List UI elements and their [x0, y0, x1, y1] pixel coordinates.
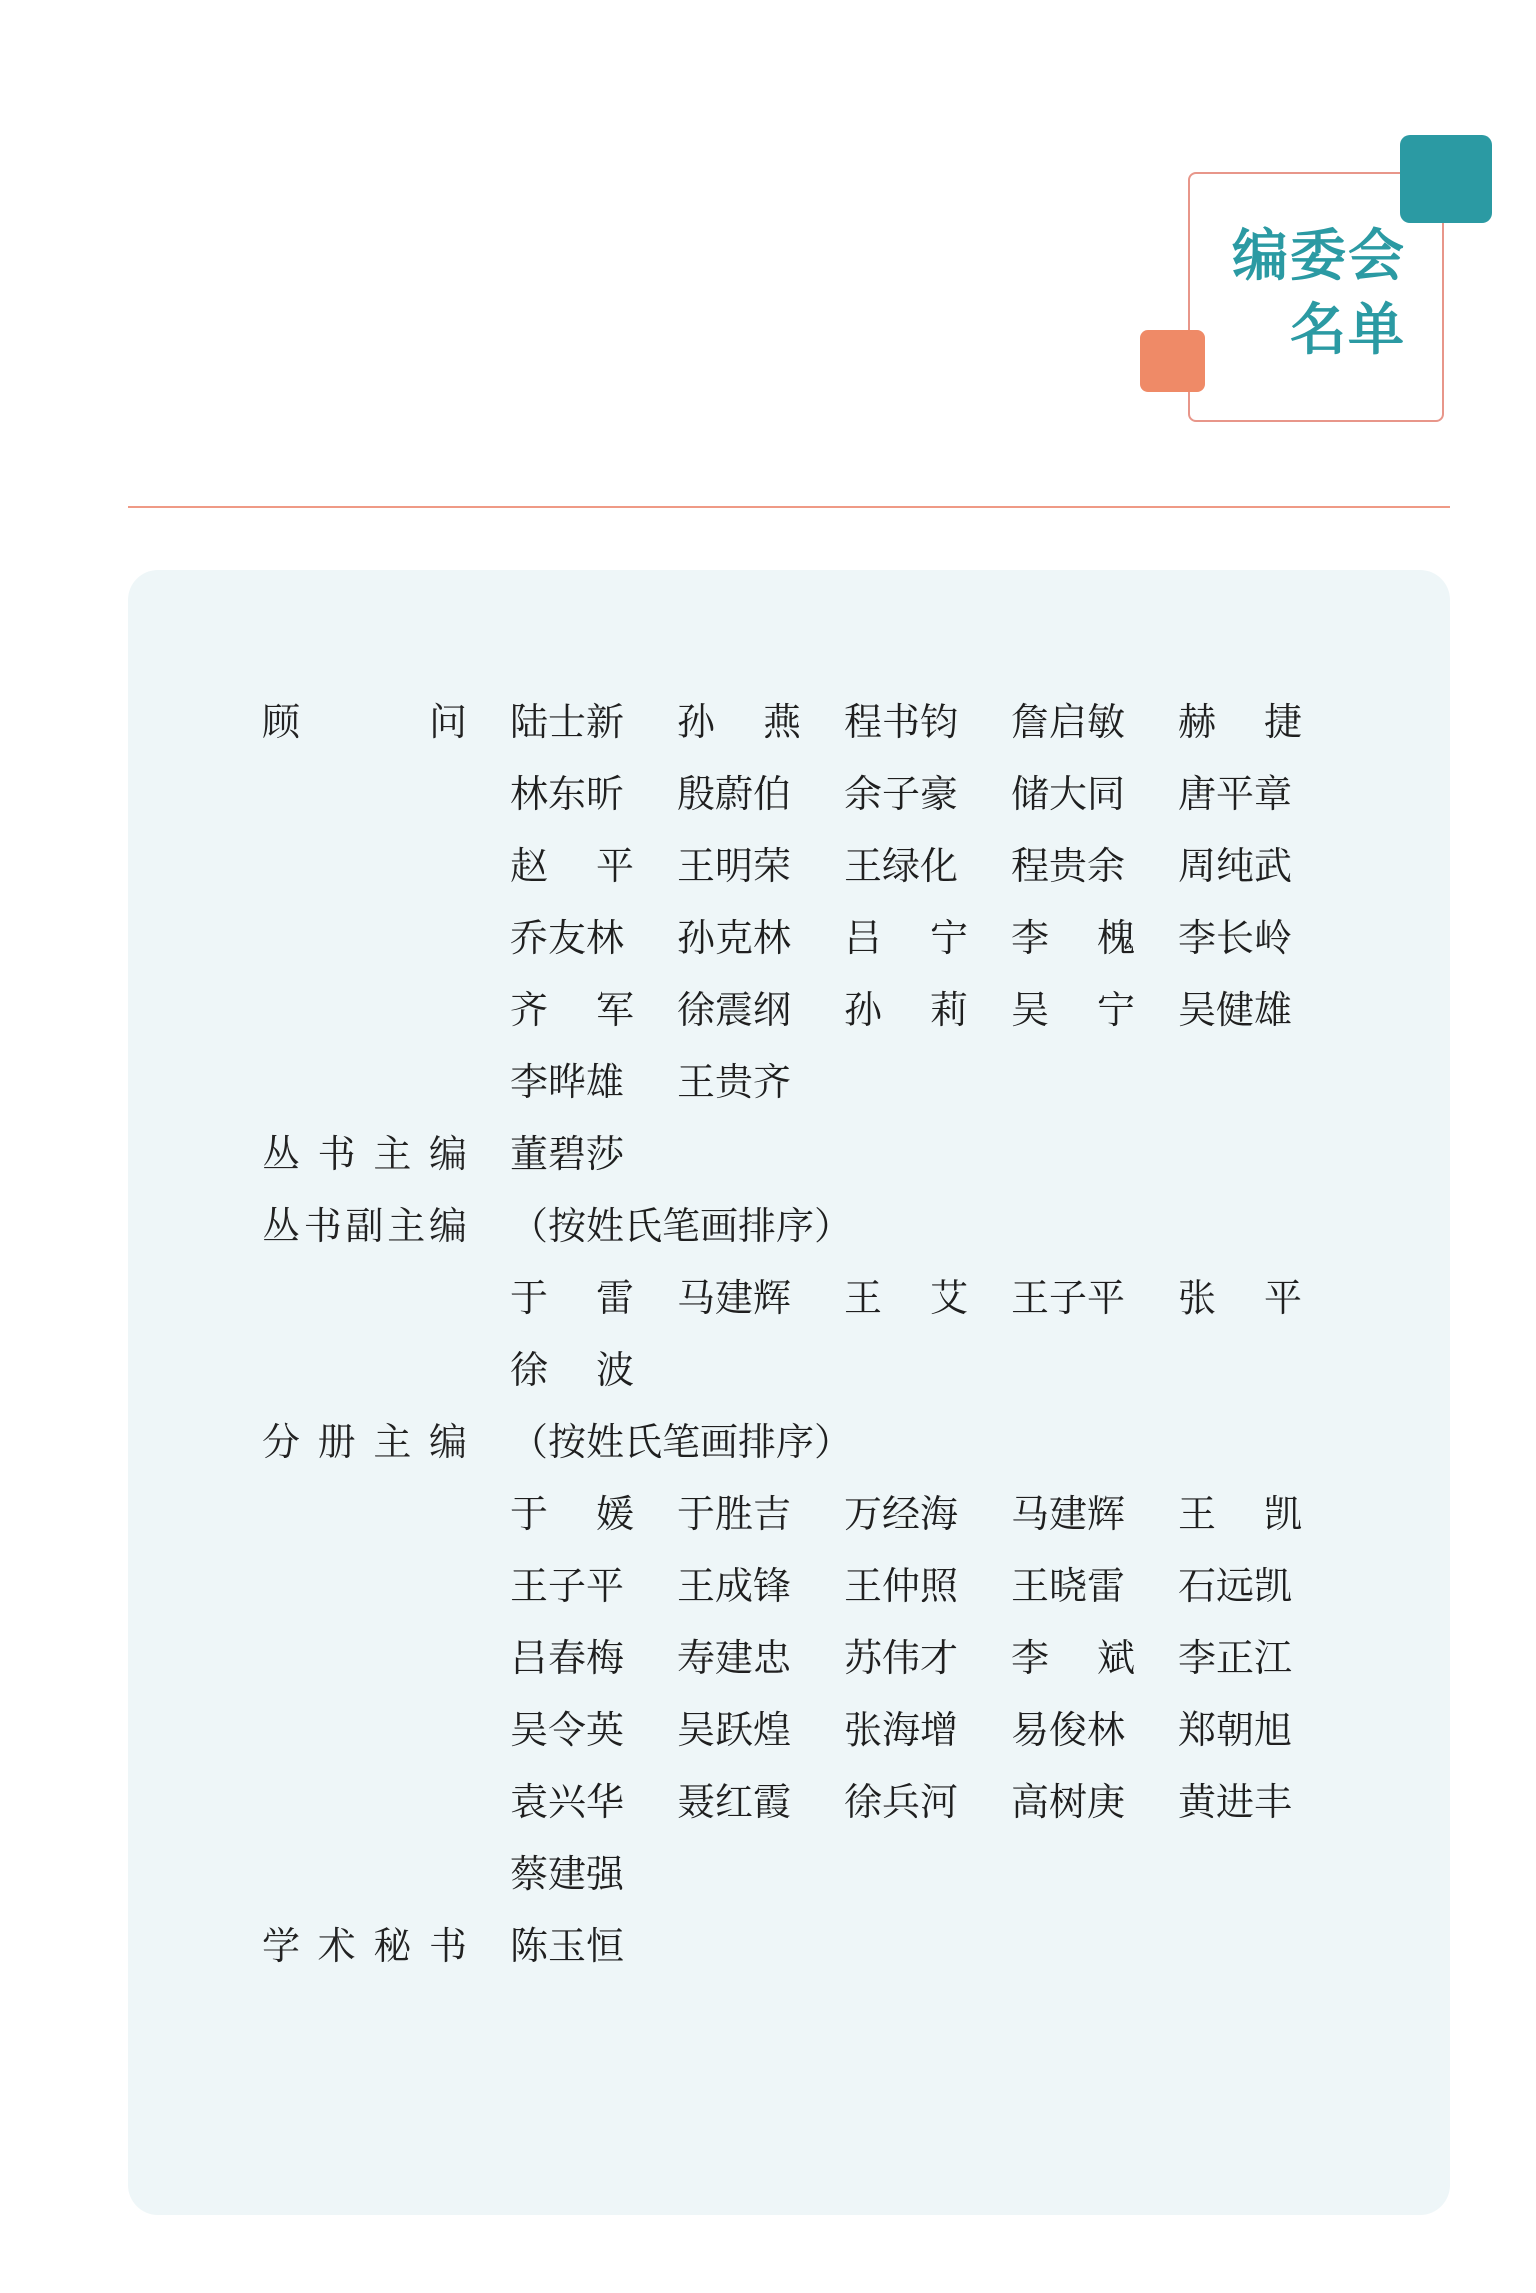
member-name-char: 雷 [595, 1275, 634, 1320]
role-label-char: 编 [428, 1203, 467, 1248]
roster-row [262, 1186, 1412, 1258]
member-name [677, 907, 844, 962]
member-name [677, 1483, 844, 1538]
member-name-text: 石远凯 [1178, 1563, 1293, 1608]
member-name [510, 1051, 677, 1106]
member-name [844, 1627, 1011, 1682]
member-name-char: 燕 [762, 699, 801, 744]
role-label-char: 丛 [262, 1203, 301, 1248]
member-name-text: 李长岭 [1178, 915, 1293, 960]
name-list [510, 1483, 1345, 1538]
member-name-text [1178, 1267, 1302, 1322]
member-name [510, 763, 677, 818]
member-name [1011, 1627, 1178, 1682]
roster-row [262, 1114, 1412, 1186]
name-list [510, 1771, 1345, 1826]
role-label [262, 1411, 467, 1466]
member-name-char: 平 [595, 843, 634, 888]
name-list [510, 1555, 1345, 1610]
member-name [510, 979, 677, 1034]
member-name-text: 王贵齐 [677, 1059, 792, 1104]
member-name [1011, 835, 1178, 890]
member-name [1011, 1699, 1178, 1754]
role-label [262, 1123, 467, 1178]
member-name-text: 王明荣 [677, 843, 792, 888]
roster-row [262, 1546, 1412, 1618]
member-name [510, 1843, 677, 1898]
member-name-text [844, 1267, 968, 1322]
member-name-char: 平 [1263, 1275, 1302, 1320]
member-name-char: 齐 [510, 987, 549, 1032]
role-label-char: 丛 [262, 1131, 301, 1176]
member-name [1011, 1555, 1178, 1610]
member-name-text: 陆士新 [510, 699, 625, 744]
name-list [510, 835, 1345, 890]
member-name [844, 1699, 1011, 1754]
roster-row [262, 970, 1412, 1042]
member-name-text: 苏伟才 [844, 1635, 959, 1680]
role-label-char: 学 [262, 1923, 301, 1968]
member-name [1178, 1699, 1345, 1754]
role-label-char: 书 [428, 1923, 467, 1968]
member-name [844, 835, 1011, 890]
member-name [510, 1915, 677, 1970]
role-label [262, 691, 467, 746]
member-name-text: 王成锋 [677, 1563, 792, 1608]
member-name [510, 1771, 677, 1826]
title-badge [1140, 130, 1460, 430]
role-label-char: 问 [428, 699, 467, 744]
member-name [1178, 1483, 1345, 1538]
member-name [510, 1339, 677, 1394]
member-name-text: 詹启敏 [1011, 699, 1126, 744]
member-name [677, 835, 844, 890]
member-name-char: 孙 [844, 987, 883, 1032]
member-name [677, 1051, 844, 1106]
member-name-text: 陈玉恒 [510, 1923, 625, 1968]
member-name [1178, 1267, 1345, 1322]
member-name [844, 1771, 1011, 1826]
role-label-char: 册 [317, 1419, 356, 1464]
roster-row [262, 682, 1412, 754]
roster-row [262, 754, 1412, 826]
member-name [1178, 907, 1345, 962]
member-name [677, 1267, 844, 1322]
role-label-char: 顾 [262, 699, 301, 744]
page-title-line2: 名单 [1290, 298, 1406, 363]
member-name [510, 1483, 677, 1538]
member-name-text: 余子豪 [844, 771, 959, 816]
roster-row [262, 1330, 1412, 1402]
member-name-text [510, 1483, 634, 1538]
member-name [844, 763, 1011, 818]
roster-row [262, 1258, 1412, 1330]
name-list [510, 1123, 677, 1178]
member-name [677, 763, 844, 818]
member-name-char: 吕 [844, 915, 883, 960]
role-label-char: 主 [373, 1131, 412, 1176]
ordering-note: （按姓氏笔画排序） [510, 1419, 853, 1464]
member-name-char: 槐 [1096, 915, 1135, 960]
member-name-text: 孙克林 [677, 915, 792, 960]
member-name-text: 徐震纲 [677, 987, 792, 1032]
name-list [510, 763, 1345, 818]
member-name-char: 艾 [929, 1275, 968, 1320]
name-list [510, 907, 1345, 962]
role-label-char: 编 [428, 1131, 467, 1176]
member-name-text [1178, 691, 1302, 746]
member-name-text: 董碧莎 [510, 1131, 625, 1176]
member-name-text: 郑朝旭 [1178, 1707, 1293, 1752]
member-name-text: 储大同 [1011, 771, 1126, 816]
member-name-char: 于 [510, 1275, 549, 1320]
member-name [844, 1267, 1011, 1322]
role-label [262, 1915, 467, 1970]
member-name [677, 1771, 844, 1826]
roster-row [262, 1762, 1412, 1834]
roster-row [262, 1690, 1412, 1762]
member-name [510, 1699, 677, 1754]
member-name-text: 李晔雄 [510, 1059, 625, 1104]
roster-row [262, 826, 1412, 898]
member-name-char: 宁 [929, 915, 968, 960]
member-name [1011, 1771, 1178, 1826]
member-name-text: 林东昕 [510, 771, 625, 816]
member-name-char: 李 [1011, 915, 1050, 960]
member-name [677, 1627, 844, 1682]
member-name [510, 1267, 677, 1322]
member-name-text [844, 979, 968, 1034]
role-label-char: 主 [387, 1203, 426, 1248]
roster-row [262, 1474, 1412, 1546]
member-name-text: 李正江 [1178, 1635, 1293, 1680]
role-label-char: 书 [303, 1203, 342, 1248]
member-name-text: 高树庚 [1011, 1779, 1126, 1824]
member-name [510, 907, 677, 962]
member-name-text: 王子平 [510, 1563, 625, 1608]
page-title-line1: 编委会 [1232, 224, 1406, 289]
member-name-char: 波 [595, 1347, 634, 1392]
member-name-char: 吴 [1011, 987, 1050, 1032]
member-name-text: 王仲照 [844, 1563, 959, 1608]
page-title [1188, 220, 1444, 368]
member-name-text [510, 1339, 634, 1394]
member-name-char: 莉 [929, 987, 968, 1032]
member-name-text: 易俊林 [1011, 1707, 1126, 1752]
member-name-char: 凯 [1263, 1491, 1302, 1536]
member-name-char: 媛 [595, 1491, 634, 1536]
member-name [1178, 835, 1345, 890]
member-name-text: 程书钧 [844, 699, 959, 744]
name-list [510, 1627, 1345, 1682]
member-name-char: 捷 [1263, 699, 1302, 744]
member-name-text [510, 1267, 634, 1322]
member-name-char: 赵 [510, 843, 549, 888]
ordering-note: （按姓氏笔画排序） [510, 1203, 853, 1248]
name-list [510, 979, 1345, 1034]
member-name-text: 黄进丰 [1178, 1779, 1293, 1824]
roster-row [262, 1042, 1412, 1114]
member-name [1178, 691, 1345, 746]
member-name [677, 1699, 844, 1754]
member-name-text: 王晓雷 [1011, 1563, 1126, 1608]
member-name [1011, 1483, 1178, 1538]
member-name-text: 吴跃煌 [677, 1707, 792, 1752]
committee-roster [262, 682, 1412, 1978]
member-name-text: 殷蔚伯 [677, 771, 792, 816]
member-name [510, 1555, 677, 1610]
name-list [510, 1915, 677, 1970]
member-name-text: 吴健雄 [1178, 987, 1293, 1032]
member-name [844, 691, 1011, 746]
member-name-text: 万经海 [844, 1491, 959, 1536]
roster-row [262, 1402, 1412, 1474]
member-name-text [844, 907, 968, 962]
member-name [677, 691, 844, 746]
member-name-char: 宁 [1096, 987, 1135, 1032]
role-label-char: 术 [317, 1923, 356, 1968]
role-label-char: 编 [428, 1419, 467, 1464]
member-name [844, 1483, 1011, 1538]
member-name [1178, 1627, 1345, 1682]
name-list [510, 1699, 1345, 1754]
role-label [262, 1195, 467, 1250]
member-name-text: 吴令英 [510, 1707, 625, 1752]
member-name-text: 聂红霞 [677, 1779, 792, 1824]
member-name-char: 军 [595, 987, 634, 1032]
member-name-text [1178, 1483, 1302, 1538]
name-list [510, 1051, 844, 1106]
member-name [510, 1627, 677, 1682]
member-name-text [1011, 1627, 1135, 1682]
member-name [677, 979, 844, 1034]
member-name-char: 张 [1178, 1275, 1217, 1320]
name-list [510, 691, 1345, 746]
member-name-text: 马建辉 [1011, 1491, 1126, 1536]
member-name-text: 王绿化 [844, 843, 959, 888]
name-list [510, 1843, 677, 1898]
member-name-text: 袁兴华 [510, 1779, 625, 1824]
role-label-char: 书 [317, 1131, 356, 1176]
member-name-text [677, 691, 801, 746]
member-name-text: 于胜吉 [677, 1491, 792, 1536]
member-name-text: 周纯武 [1178, 843, 1293, 888]
member-name [1011, 979, 1178, 1034]
member-name [510, 691, 677, 746]
title-divider [128, 506, 1450, 508]
teal-accent-square [1400, 135, 1492, 223]
member-name-text [510, 979, 634, 1034]
member-name [844, 979, 1011, 1034]
member-name [510, 1123, 677, 1178]
roster-row [262, 898, 1412, 970]
member-name-char: 李 [1011, 1635, 1050, 1680]
member-name-char: 王 [844, 1275, 883, 1320]
member-name [1011, 763, 1178, 818]
member-name-text: 吕春梅 [510, 1635, 625, 1680]
member-name [1011, 907, 1178, 962]
member-name-char: 孙 [677, 699, 716, 744]
member-name [1178, 1555, 1345, 1610]
member-name-text: 马建辉 [677, 1275, 792, 1320]
member-name [1178, 763, 1345, 818]
member-name-text: 寿建忠 [677, 1635, 792, 1680]
member-name-text [1011, 907, 1135, 962]
member-name-char: 于 [510, 1491, 549, 1536]
member-name [1178, 1771, 1345, 1826]
member-name-char: 赫 [1178, 699, 1217, 744]
member-name-text: 徐兵河 [844, 1779, 959, 1824]
member-name-text: 唐平章 [1178, 771, 1293, 816]
member-name [1011, 691, 1178, 746]
member-name [677, 1555, 844, 1610]
member-name [510, 835, 677, 890]
member-name [1011, 1267, 1178, 1322]
role-label-char: 副 [345, 1203, 384, 1248]
name-list [510, 1267, 1345, 1322]
role-label-char: 主 [373, 1419, 412, 1464]
member-name [844, 907, 1011, 962]
role-label-char: 秘 [373, 1923, 412, 1968]
member-name-text: 蔡建强 [510, 1851, 625, 1896]
member-name-text [510, 835, 634, 890]
member-name-char: 斌 [1096, 1635, 1135, 1680]
member-name-text: 王子平 [1011, 1275, 1126, 1320]
role-label-char: 分 [262, 1419, 301, 1464]
member-name [844, 1555, 1011, 1610]
member-name-text: 乔友林 [510, 915, 625, 960]
roster-row [262, 1906, 1412, 1978]
member-name-text: 程贵余 [1011, 843, 1126, 888]
roster-row [262, 1834, 1412, 1906]
member-name-text [1011, 979, 1135, 1034]
member-name [1178, 979, 1345, 1034]
name-list [510, 1339, 677, 1394]
roster-row [262, 1618, 1412, 1690]
member-name-char: 徐 [510, 1347, 549, 1392]
member-name-char: 王 [1178, 1491, 1217, 1536]
member-name-text: 张海增 [844, 1707, 959, 1752]
